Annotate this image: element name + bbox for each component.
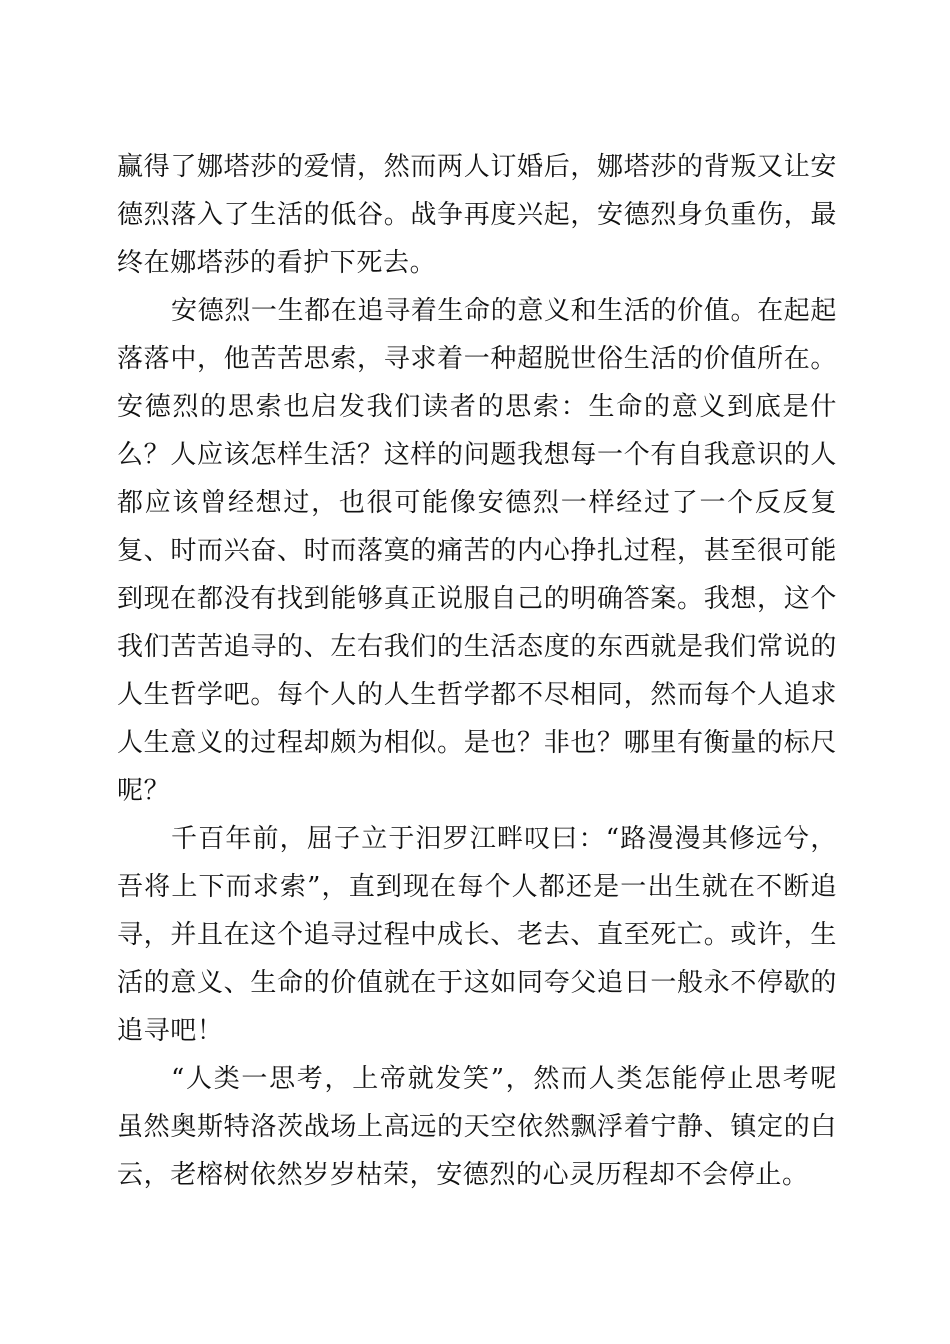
paragraph-4: “人类一思考，上帝就发笑”，然而人类怎能停止思考呢虽然奥斯特洛茨战场上高远的天空依然飘浮着宁静、镇定的白云，老榕树依然岁岁枯荣，安德烈的心灵历程却不会停止。 bbox=[117, 1064, 837, 1190]
paragraph-2: 安德烈一生都在追寻着生命的意义和生活的价值。在起起落落中，他苦苦思索，寻求着一种超脱世俗生活的价值所在。安德烈的思索也启发我们读者的思索：生命的意义到底是什么？人应该怎样生活？这样的问题我想每一个有自我意识的人都应该曾经想过，也很可能像安德烈一样经过了一个反反复复、时而兴奋、时而落寞的痛苦的内心挣扎过程，甚至很可能到现在都没有找到能够真正说服自己的明确答案。我想，这个我们苦苦追寻的、左右我们的生活态度的东西就是我们常说的人生哲学吧。每个人的人生哲学都不尽相同，然而每个人追求人生意义的过程却颇为相似。是也？非也？哪里有衡量的标尺呢？ bbox=[117, 296, 837, 806]
paragraph-1: 赢得了娜塔莎的爱情，然而两人订婚后，娜塔莎的背叛又让安德烈落入了生活的低谷。战争再度兴起，安德烈身负重伤，最终在娜塔莎的看护下死去。 bbox=[117, 152, 837, 278]
document-page bbox=[117, 143, 837, 1199]
paragraph-3: 千百年前，屈子立于汨罗江畔叹曰：“路漫漫其修远兮，吾将上下而求索”，直到现在每个人都还是一出生就在不断追寻，并且在这个追寻过程中成长、老去、直至死亡。或许，生活的意义、生命的价值就在于这如同夸父追日一般永不停歇的追寻吧！ bbox=[117, 824, 837, 1046]
